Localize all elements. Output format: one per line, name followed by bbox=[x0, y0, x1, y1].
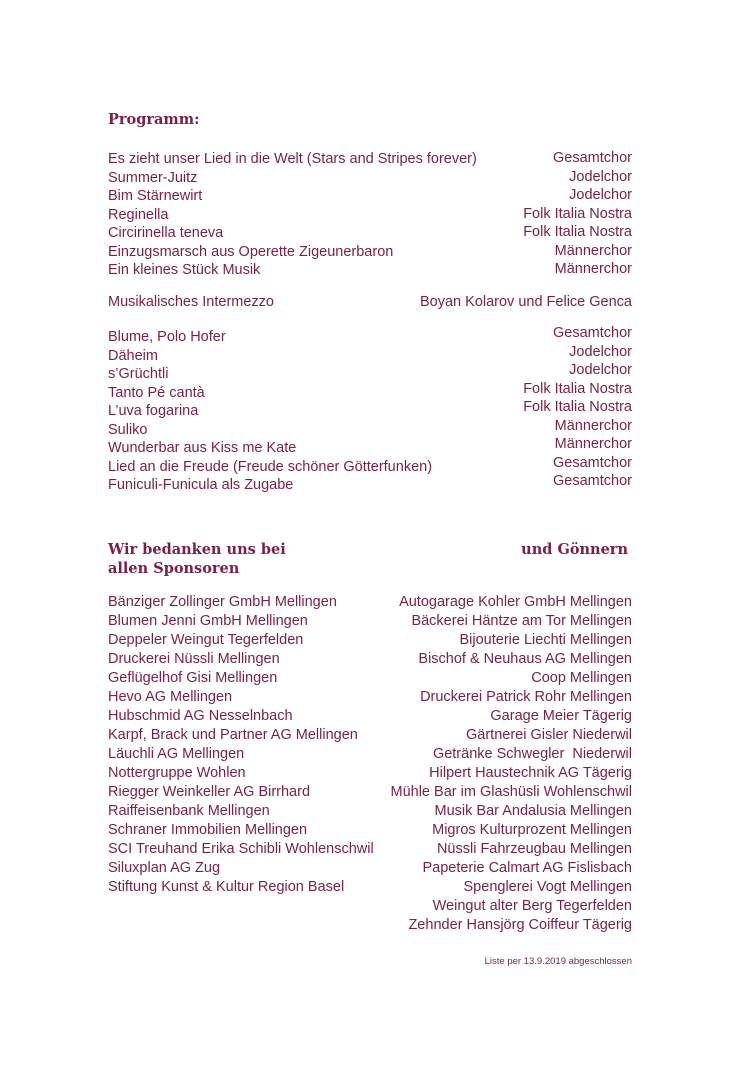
song-item: Summer-Juitz bbox=[108, 169, 198, 186]
sponsor-item: Riegger Weinkeller AG Birrhard bbox=[108, 784, 311, 800]
song-item: Circirinella teneva bbox=[108, 225, 224, 241]
patron-item: Zehnder Hansjörg Coiffeur Tägerig bbox=[408, 917, 632, 933]
song-item: Lied an die Freude (Freude schöner Götterfunken) bbox=[108, 458, 433, 475]
patron-item: Druckerei Patrick Rohr Mellingen bbox=[420, 689, 632, 705]
song-item: Suliko bbox=[108, 421, 148, 438]
sponsor-item: Geflügelhof Gisi Mellingen bbox=[108, 670, 278, 686]
sponsor-list bbox=[108, 593, 374, 897]
patron-item: Migros Kulturprozent Mellingen bbox=[432, 822, 632, 838]
patron-item: Autogarage Kohler GmbH Mellingen bbox=[399, 594, 632, 610]
performer-item: Männerchor bbox=[554, 242, 632, 259]
patron-item: Bäckerei Häntze am Tor Mellingen bbox=[411, 613, 632, 629]
performer-item: Männerchor bbox=[554, 417, 632, 434]
list-footnote: Liste per 13.9.2019 abgeschlossen bbox=[484, 956, 632, 967]
performer-item: Gesamtchor bbox=[553, 454, 632, 471]
song-item: Bim Stärnewirt bbox=[108, 188, 203, 204]
song-item: Es zieht unser Lied in die Welt (Stars and Stripes forever) bbox=[108, 151, 477, 167]
patron-item: Getränke Schwegler Niederwil bbox=[432, 746, 632, 762]
song-item: Blume, Polo Hofer bbox=[108, 329, 226, 345]
program-block2-performers bbox=[523, 324, 632, 491]
patron-item: Garage Meier Tägerig bbox=[490, 708, 632, 724]
patron-item: Coop Mellingen bbox=[531, 670, 632, 686]
patron-item: Nüssli Fahrzeugbau Mellingen bbox=[436, 841, 632, 857]
song-item: Funiculi-Funicula als Zugabe bbox=[108, 477, 294, 493]
performer-item: Jodelchor bbox=[569, 343, 632, 360]
song-item: Wunderbar aus Kiss me Kate bbox=[108, 440, 297, 456]
thanks-heading-line2: allen Sponsoren bbox=[108, 560, 240, 577]
sponsor-item: Bänziger Zollinger GmbH Mellingen bbox=[108, 594, 337, 610]
sponsor-item: Schraner Immobilien Mellingen bbox=[108, 822, 308, 838]
performer-item: Folk Italia Nostra bbox=[523, 205, 632, 222]
sponsor-item: Nottergruppe Wohlen bbox=[108, 765, 246, 781]
patron-item: Mühle Bar im Glashüsli Wohlenschwil bbox=[390, 784, 632, 800]
performer-item: Männerchor bbox=[554, 436, 632, 452]
performer-item: Gesamtchor bbox=[553, 150, 632, 166]
song-item: Däheim bbox=[108, 347, 158, 364]
performer-item: Folk Italia Nostra bbox=[523, 399, 632, 415]
patron-item: Gärtnerei Gisler Niederwil bbox=[466, 727, 632, 743]
song-item: L’uva fogarina bbox=[108, 403, 199, 419]
patron-item: Bischof & Neuhaus AG Mellingen bbox=[418, 651, 632, 667]
intermezzo-performers bbox=[420, 293, 632, 312]
thanks-heading bbox=[108, 540, 286, 578]
sponsor-item: Stiftung Kunst & Kultur Region Basel bbox=[108, 879, 345, 895]
sponsor-item: Blumen Jenni GmbH Mellingen bbox=[108, 613, 308, 629]
sponsor-item: Raiffeisenbank Mellingen bbox=[108, 803, 270, 819]
intermezzo-performer-label: Boyan Kolarov und Felice Genca bbox=[420, 294, 632, 310]
performer-item: Gesamtchor bbox=[553, 325, 632, 341]
song-item: s’Grüchtli bbox=[108, 366, 169, 382]
sponsor-item: Karpf, Brack und Partner AG Mellingen bbox=[108, 727, 358, 743]
performer-item: Gesamtchor bbox=[553, 473, 632, 489]
patron-item: Papeterie Calmart AG Fislisbach bbox=[422, 860, 632, 876]
song-item: Einzugsmarsch aus Operette Zigeunerbaron bbox=[108, 243, 394, 260]
patron-item: Musik Bar Andalusia Mellingen bbox=[434, 803, 632, 819]
performer-item: Jodelchor bbox=[569, 187, 632, 203]
song-item: Ein kleines Stück Musik bbox=[108, 262, 261, 278]
performer-item: Folk Italia Nostra bbox=[523, 224, 632, 240]
program-block2-songs bbox=[108, 328, 432, 495]
program-block1-performers bbox=[523, 149, 632, 279]
song-item: Reginella bbox=[108, 206, 169, 223]
intermezzo-title bbox=[108, 293, 274, 312]
patron-list bbox=[391, 593, 633, 935]
performer-item: Folk Italia Nostra bbox=[523, 380, 632, 397]
sponsor-item: Siluxplan AG Zug bbox=[108, 860, 221, 876]
program-block1-songs bbox=[108, 150, 477, 280]
patron-item: Spenglerei Vogt Mellingen bbox=[463, 879, 632, 895]
patron-item: Hilpert Haustechnik AG Tägerig bbox=[429, 765, 632, 781]
patron-item: Bijouterie Liechti Mellingen bbox=[459, 632, 632, 648]
sponsor-item: Druckerei Nüssli Mellingen bbox=[108, 651, 280, 667]
intermezzo-label: Musikalisches Intermezzo bbox=[108, 294, 274, 310]
performer-item: Jodelchor bbox=[569, 362, 632, 378]
sponsor-item: Hevo AG Mellingen bbox=[108, 689, 233, 705]
song-item: Tanto Pé cantà bbox=[108, 384, 205, 401]
sponsor-item: Deppeler Weingut Tegerfelden bbox=[108, 632, 304, 648]
program-heading: Programm: bbox=[108, 111, 200, 128]
sponsor-item: Hubschmid AG Nesselnbach bbox=[108, 708, 293, 724]
thanks-heading-line1: Wir bedanken uns bei bbox=[108, 541, 286, 558]
sponsor-item: SCI Treuhand Erika Schibli Wohlenschwil bbox=[108, 841, 374, 857]
patrons-heading: und Gönnern bbox=[521, 541, 628, 558]
performer-item: Jodelchor bbox=[569, 168, 632, 185]
sponsor-item: Läuchli AG Mellingen bbox=[108, 746, 245, 762]
patron-item: Weingut alter Berg Tegerfelden bbox=[432, 898, 632, 914]
performer-item: Männerchor bbox=[554, 261, 632, 277]
